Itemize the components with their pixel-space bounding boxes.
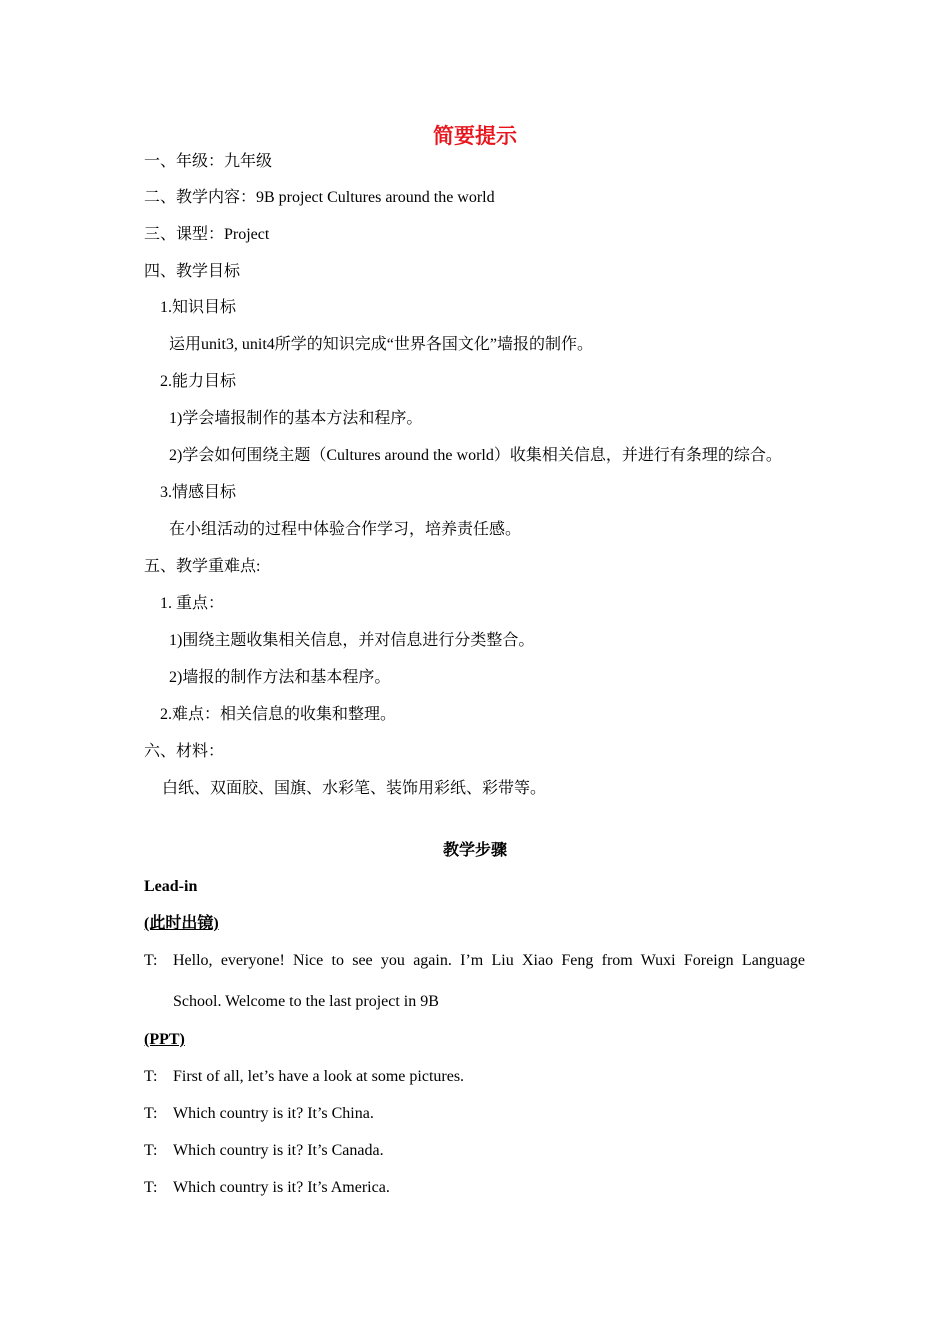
ability-heading: 2.能力目标 <box>160 373 237 390</box>
key-heading: 1. 重点： <box>160 595 225 612</box>
materials-heading: 六、材料： <box>144 743 225 760</box>
speaker-label: T: <box>144 952 158 969</box>
dialogue-text: Which country is it? It’s China. <box>173 1105 374 1122</box>
dialogue-text: Which country is it? It’s Canada. <box>173 1142 384 1159</box>
key-item-2: 2)墙报的制作方法和基本程序。 <box>169 669 391 686</box>
key-points-heading: 五、教学重难点: <box>144 558 261 575</box>
dialogue-text-continued: School. Welcome to the last project in 9B <box>173 993 439 1010</box>
ppt-note: (PPT) <box>144 1031 185 1048</box>
speaker-label: T: <box>144 1105 158 1122</box>
knowledge-text: 运用unit3, unit4所学的知识完成“世界各国文化”墙报的制作。 <box>169 336 593 353</box>
key-item-1: 1)围绕主题收集相关信息，并对信息进行分类整合。 <box>169 632 535 649</box>
emotion-text: 在小组活动的过程中体验合作学习，培养责任感。 <box>169 521 522 538</box>
lesson-type-line: 三、课型：Project <box>144 226 270 243</box>
dialogue-text: Hello, everyone! Nice to see you again. I’m Liu Xiao Feng from Wuxi Foreign Language <box>173 952 805 969</box>
lead-in-heading: Lead-in <box>144 878 198 895</box>
dialogue-text: First of all, let’s have a look at some pictures. <box>173 1068 465 1085</box>
speaker-label: T: <box>144 1179 158 1196</box>
on-camera-note: (此时出镜) <box>144 915 219 932</box>
materials-text: 白纸、双面胶、国旗、水彩笔、装饰用彩纸、彩带等。 <box>162 780 547 797</box>
speaker-label: T: <box>144 1142 158 1159</box>
difficult-point: 2.难点：相关信息的收集和整理。 <box>160 706 397 723</box>
ability-item-1: 1)学会墙报制作的基本方法和程序。 <box>169 410 423 427</box>
objectives-heading: 四、教学目标 <box>144 263 241 280</box>
steps-title: 教学步骤 <box>442 842 507 859</box>
dialogue-text: Which country is it? It’s America. <box>173 1179 390 1196</box>
document-title: 简要提示 <box>433 124 517 148</box>
grade-line: 一、年级：九年级 <box>144 153 273 170</box>
content-line: 二、教学内容：9B project Cultures around the world <box>144 189 495 206</box>
speaker-label: T: <box>144 1068 158 1085</box>
knowledge-heading: 1.知识目标 <box>160 299 237 316</box>
ability-item-2: 2)学会如何围绕主题（Cultures around the world）收集相关信息，并进行有条理的综合。 <box>169 447 782 464</box>
emotion-heading: 3.情感目标 <box>160 484 237 501</box>
